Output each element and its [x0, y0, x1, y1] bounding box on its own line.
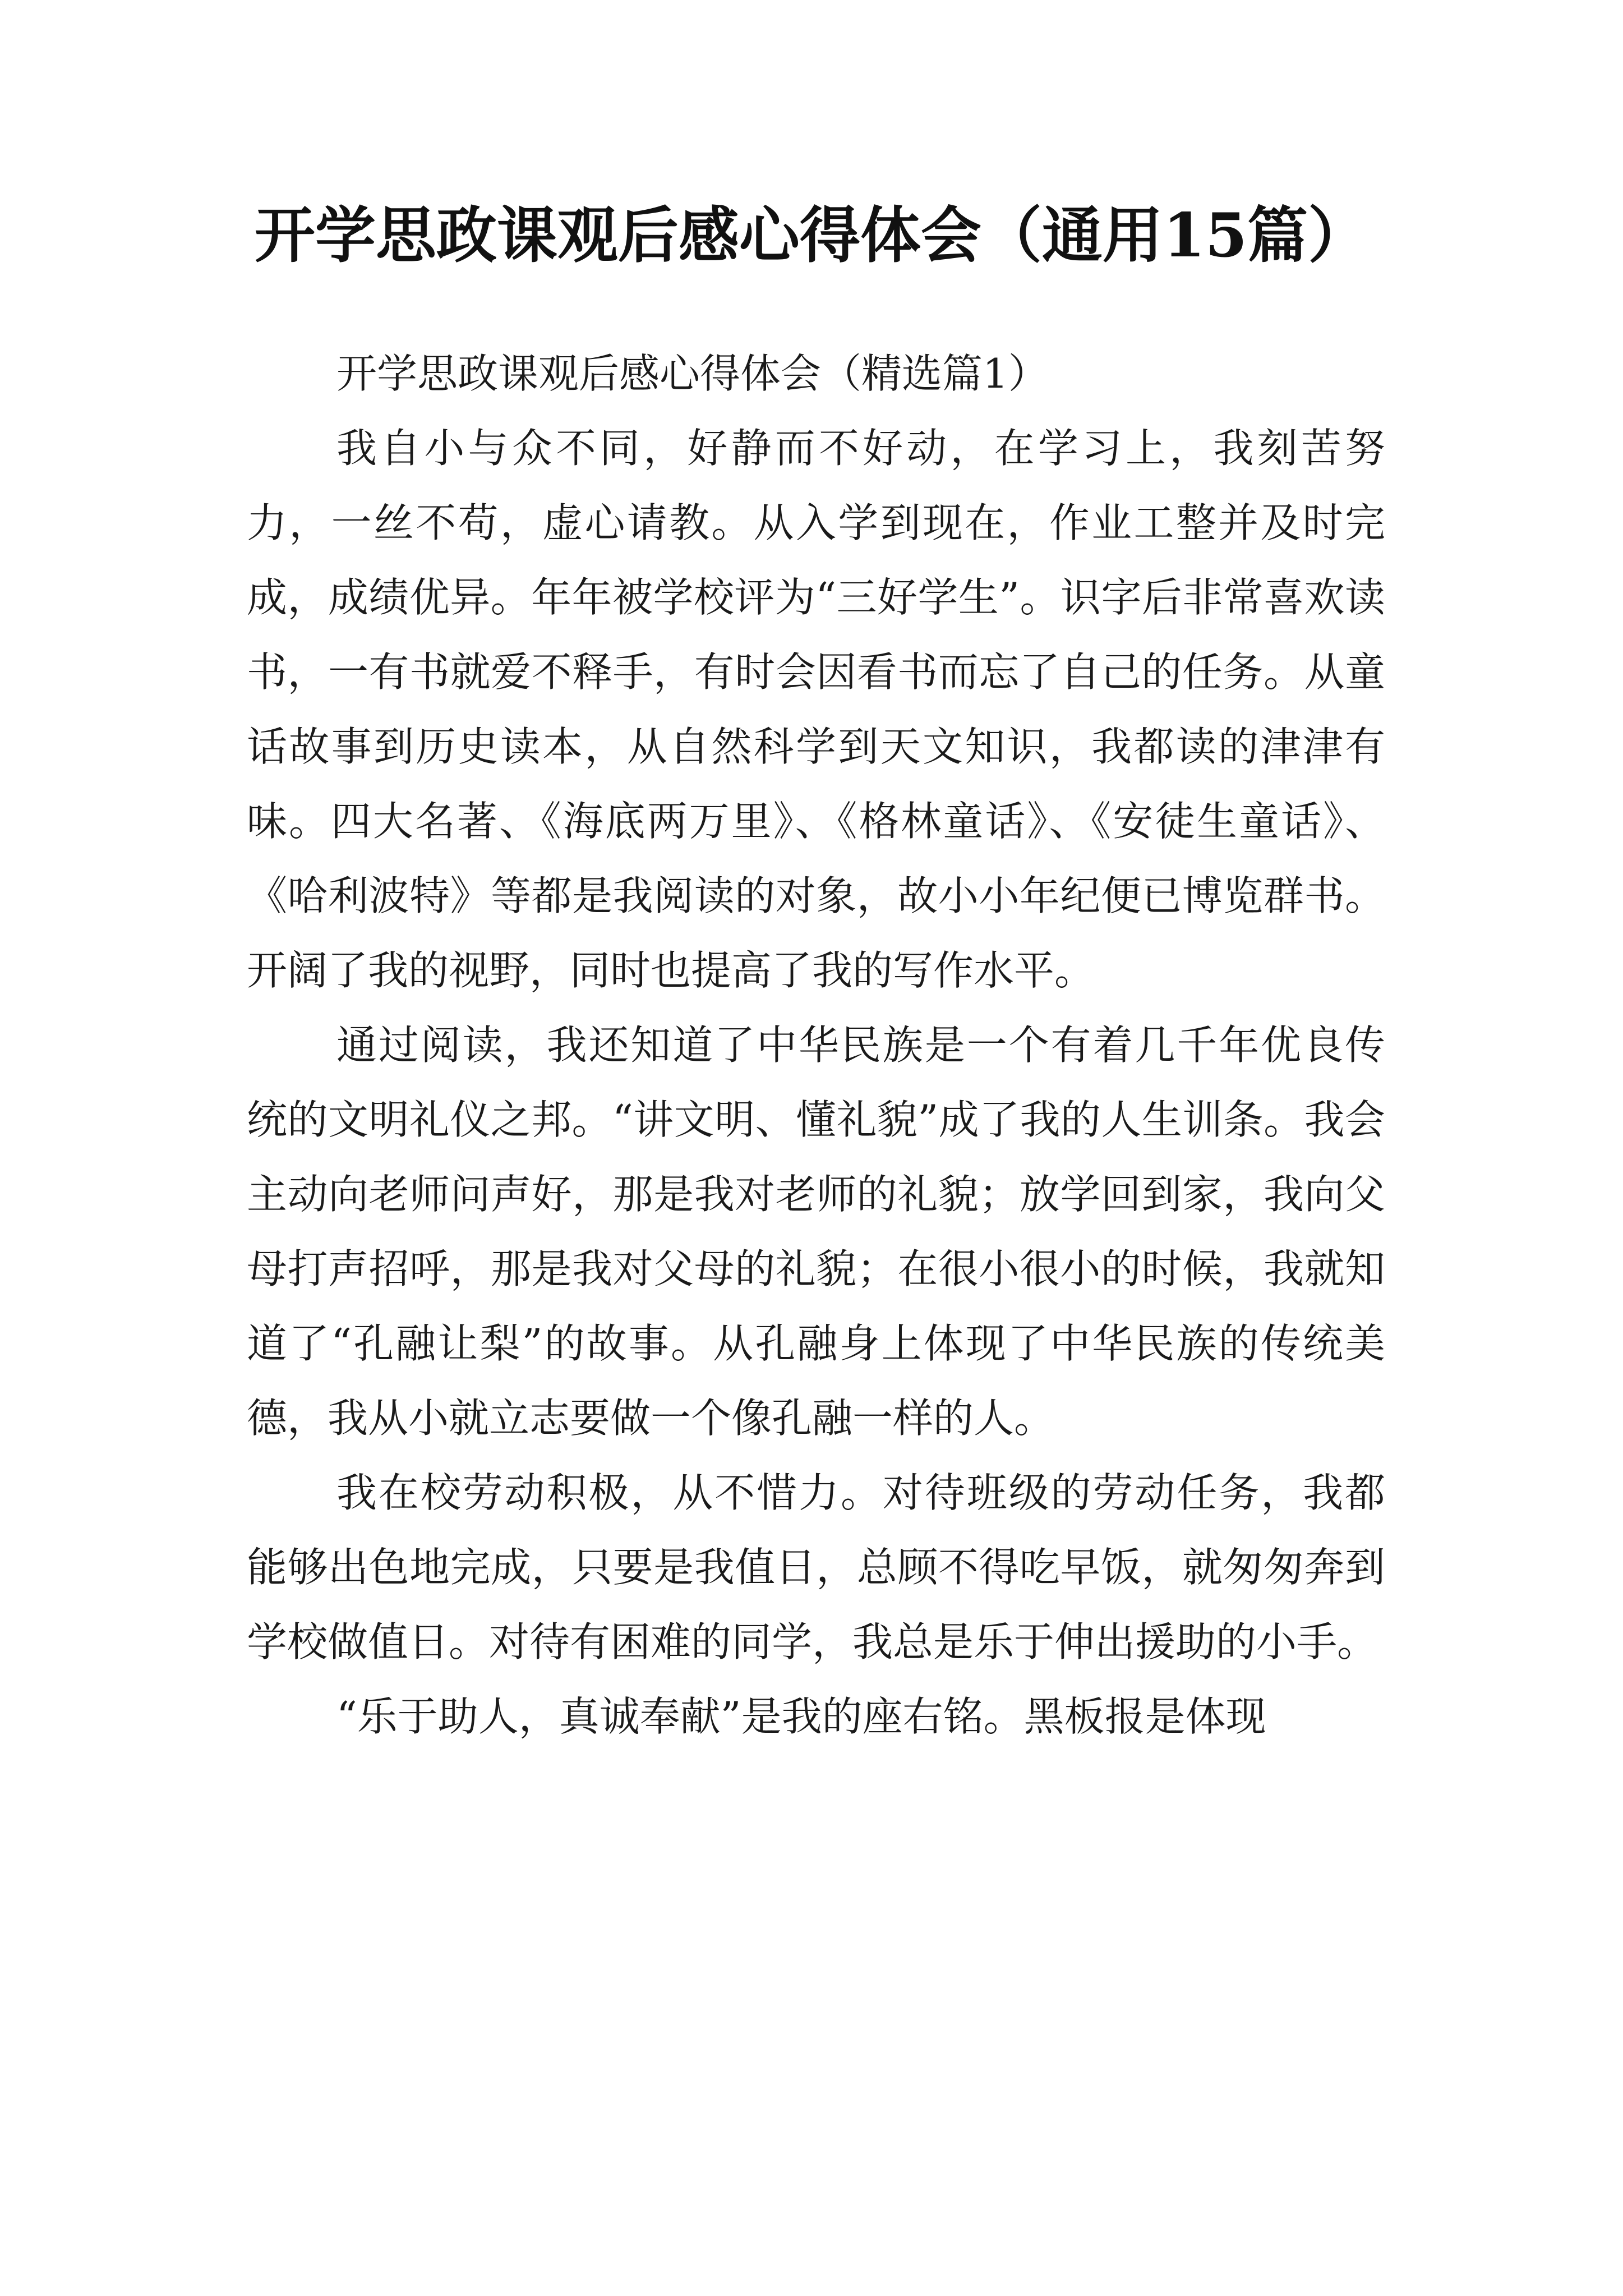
document-body — [247, 337, 1385, 1754]
document-title: 开学思政课观后感心得体会（通用15篇） — [254, 200, 1369, 271]
paragraph-4: “乐于助人，真诚奉献”是我的座右铭。黑板报是体现 — [336, 1693, 1266, 1740]
paragraph-3: 我在校劳动积极，从不惜力。对待班级的劳动任务，我都能够出色地完成，只要是我值日，总顾不得吃早饭，就匆匆奔到学校做值日。对待有困难的同学，我总是乐于伸出援助的小手。 — [247, 1469, 1385, 1665]
section-heading: 开学思政课观后感心得体会（精选篇1） — [336, 350, 1049, 397]
paragraph-1: 我自小与众不同，好静而不好动，在学习上，我刻苦努力，一丝不苟，虚心请教。从入学到现在，作业工整并及时完成，成绩优异。年年被学校评为“三好学生”。识字后非常喜欢读书，一有书就爱不释手，有时会因看书而忘了自己的任务。从童话故事到历史读本，从自然科学到天文知识，我都读的津津有味。四大名著、《海底两万里》、《格林童话》、《安徒生童话》、《哈利波特》等都是我阅读的对象，故小小年纪便已博览群书。开阔了我的视野，同时也提高了我的写作水平。 — [247, 425, 1385, 994]
paragraph-2: 通过阅读，我还知道了中华民族是一个有着几千年优良传统的文明礼仪之邦。“讲文明、懂礼貌”成了我的人生训条。我会主动向老师问声好，那是我对老师的礼貌；放学回到家，我向父母打声招呼，那是我对父母的礼貌；在很小很小的时候，我就知道了“孔融让梨”的故事。从孔融身上体现了中华民族的传统美德，我从小就立志要做一个像孔融一样的人。 — [247, 1022, 1385, 1442]
